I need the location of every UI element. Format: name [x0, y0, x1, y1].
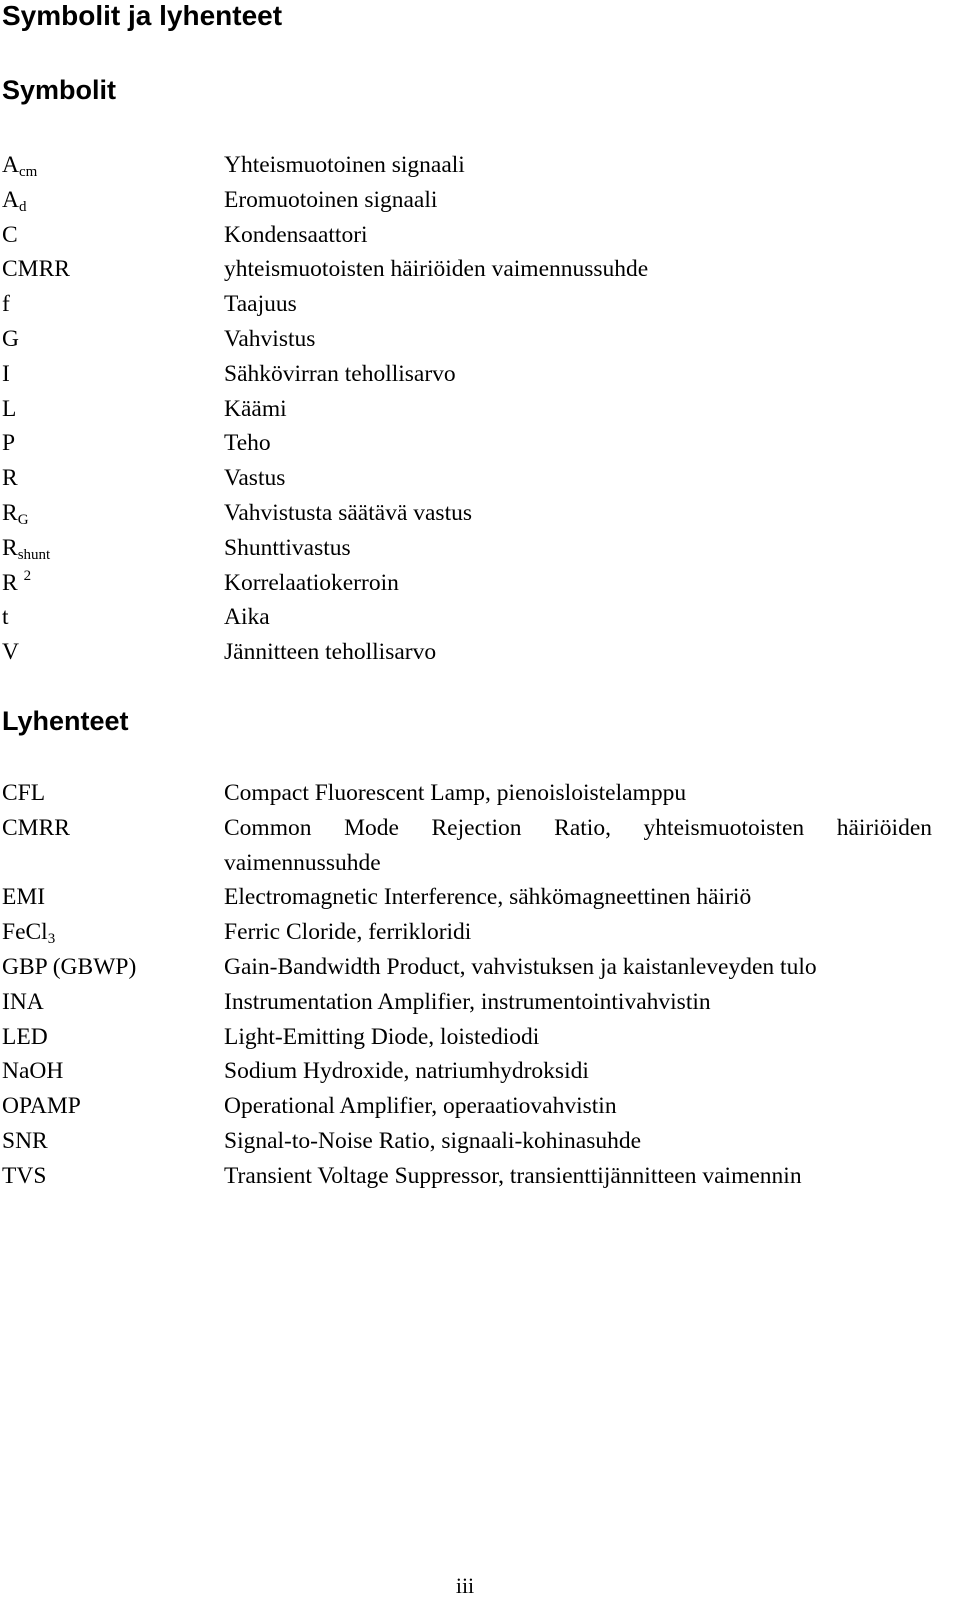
symbol-term: [2, 566, 224, 601]
symbol-row: [2, 531, 932, 566]
symbol-description: Jännitteen tehollisarvo: [224, 639, 437, 666]
symbol-term: [2, 287, 224, 322]
symbol-description: Käämi: [224, 395, 287, 422]
abbreviation-description: Electromagnetic Interference, sähkömagneettinen häiriö: [224, 884, 752, 911]
symbol-subscript: shunt: [17, 546, 51, 563]
symbol-base: V: [2, 639, 19, 666]
symbol-base: CMRR: [2, 256, 70, 283]
symbol-term: [2, 426, 224, 461]
symbol-term: [2, 252, 224, 287]
symbol-row: [2, 635, 932, 670]
symbol-description: Teho: [224, 430, 271, 457]
abbreviation-base: OPAMP: [2, 1093, 81, 1120]
page-title: Symbolit ja lyhenteet: [2, 0, 283, 31]
abbreviation-term: [2, 1159, 224, 1194]
abbreviation-row: [2, 880, 932, 915]
symbol-term: [2, 218, 224, 253]
symbol-description: Shunttivastus: [224, 534, 351, 561]
symbol-base: f: [2, 291, 10, 318]
abbreviation-row: [2, 985, 932, 1020]
symbol-description: Vahvistus: [224, 325, 316, 352]
symbol-row: [2, 322, 932, 357]
abbreviation-description: Sodium Hydroxide, natriumhydroksidi: [224, 1058, 589, 1085]
symbol-description: Vahvistusta säätävä vastus: [224, 499, 473, 526]
symbol-term: [2, 148, 224, 183]
symbol-term: [2, 635, 224, 670]
abbreviation-description: Signal-to-Noise Ratio, signaali-kohinasuhde: [224, 1127, 642, 1154]
abbreviation-base: CFL: [2, 780, 46, 806]
symbol-base: R: [2, 499, 18, 526]
abbreviation-term: [2, 880, 224, 915]
symbol-term: [2, 322, 224, 357]
abbreviation-base: INA: [2, 988, 44, 1015]
abbreviation-row: [2, 811, 932, 846]
abbreviation-description: Instrumentation Amplifier, instrumentointivahvistin: [224, 988, 711, 1015]
symbol-description: Vastus: [224, 465, 286, 492]
symbol-base: A: [2, 152, 19, 178]
symbol-superscript: 2: [23, 567, 32, 584]
abbreviation-term: [2, 950, 224, 985]
symbol-term: [2, 392, 224, 427]
symbol-row: [2, 600, 932, 635]
symbol-row: [2, 357, 932, 392]
abbreviation-row: [2, 950, 932, 985]
symbol-row: [2, 148, 932, 183]
symbol-term: [2, 461, 224, 496]
abbreviation-description: Gain-Bandwidth Product, vahvistuksen ja kaistanleveyden tulo: [224, 953, 817, 980]
abbreviations-list: [2, 776, 932, 1194]
abbreviation-row: [2, 1054, 932, 1089]
symbols-heading: Symbolit: [2, 75, 117, 105]
symbol-description: Korrelaatiokerroin: [224, 569, 399, 596]
abbreviation-base: FeCl: [2, 919, 48, 946]
abbreviation-description: Transient Voltage Suppressor, transienttijännitteen vaimennin: [224, 1162, 802, 1189]
symbol-row: [2, 426, 932, 461]
symbol-description: yhteismuotoisten häiriöiden vaimennussuhde: [224, 256, 649, 283]
abbreviation-subscript: 3: [47, 931, 56, 948]
abbreviation-base: CMRR: [2, 814, 70, 841]
symbol-base: R: [2, 465, 18, 492]
abbreviation-description: Operational Amplifier, operaatiovahvistin: [224, 1093, 617, 1120]
abbreviation-description: Light-Emitting Diode, loistediodi: [224, 1023, 540, 1050]
abbreviation-description: Ferric Cloride, ferrikloridi: [224, 919, 472, 946]
symbol-row: [2, 287, 932, 322]
symbol-row: [2, 461, 932, 496]
abbreviation-row: [2, 776, 932, 811]
abbreviation-term: [2, 1124, 224, 1159]
abbreviation-base: EMI: [2, 884, 46, 911]
abbreviation-term: [2, 1089, 224, 1124]
symbol-term: [2, 496, 224, 531]
symbol-row: [2, 566, 932, 601]
symbol-description: Yhteismuotoinen signaali: [224, 152, 465, 178]
abbreviation-row: [2, 1020, 932, 1055]
symbol-base: I: [2, 360, 10, 387]
symbol-description: Sähkövirran tehollisarvo: [224, 360, 456, 387]
symbol-row: [2, 496, 932, 531]
abbreviation-description: Compact Fluorescent Lamp, pienoisloistelamppu: [224, 780, 687, 806]
symbol-row: [2, 218, 932, 253]
symbol-description: Aika: [224, 604, 270, 631]
symbol-base: L: [2, 395, 17, 422]
symbol-description: Taajuus: [224, 291, 297, 318]
symbol-term: [2, 531, 224, 566]
abbreviation-row: [2, 915, 932, 950]
symbol-subscript: cm: [18, 164, 38, 180]
symbol-base: R: [2, 569, 24, 596]
abbreviation-base: GBP (GBWP): [2, 953, 137, 980]
symbol-description: Eromuotoinen signaali: [224, 186, 438, 213]
symbol-row: [2, 252, 932, 287]
symbol-description: Kondensaattori: [224, 221, 368, 248]
abbreviation-term: [2, 811, 224, 846]
symbol-base: t: [2, 604, 9, 631]
abbreviation-base: SNR: [2, 1127, 48, 1154]
abbreviation-term: [2, 776, 224, 811]
abbreviation-base: TVS: [2, 1162, 47, 1189]
symbol-base: R: [2, 534, 18, 561]
symbol-base: C: [2, 221, 18, 248]
symbol-base: A: [2, 186, 19, 213]
symbol-subscript: d: [18, 198, 27, 215]
symbol-term: [2, 600, 224, 635]
abbreviation-term: [2, 985, 224, 1020]
symbol-term: [2, 183, 224, 218]
symbol-base: G: [2, 325, 19, 352]
abbreviations-heading: Lyhenteet: [2, 706, 129, 736]
page-number: iii: [455, 1573, 475, 1598]
symbol-term: [2, 357, 224, 392]
abbreviation-description-continued: vaimennussuhde: [224, 849, 381, 876]
abbreviation-row: [2, 1124, 932, 1159]
abbreviation-term: [2, 915, 224, 950]
abbreviation-base: NaOH: [2, 1058, 64, 1085]
abbreviation-term: [2, 1054, 224, 1089]
symbol-subscript: G: [17, 511, 29, 528]
symbol-row: [2, 392, 932, 427]
abbreviation-row: [2, 1159, 932, 1194]
abbreviation-term: [2, 1020, 224, 1055]
symbol-row: [2, 183, 932, 218]
abbreviation-description: Common Mode Rejection Ratio, yhteismuotoisten häiriöiden: [224, 814, 932, 841]
abbreviation-row: [2, 1089, 932, 1124]
abbreviation-base: LED: [2, 1023, 48, 1050]
symbols-list: [2, 148, 932, 670]
symbol-base: P: [2, 430, 16, 457]
